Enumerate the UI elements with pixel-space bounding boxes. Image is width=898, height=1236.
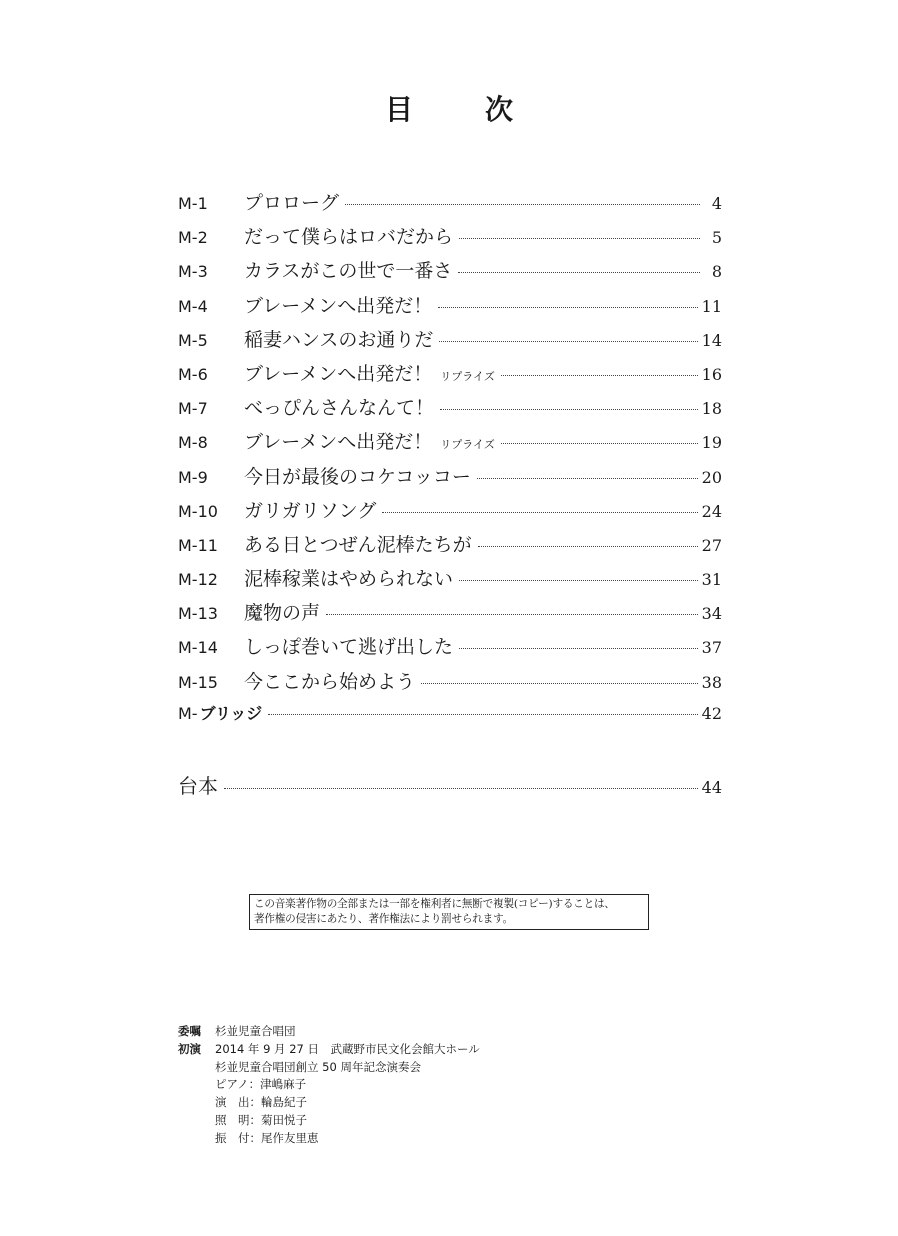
toc-title: しっぽ巻いて逃げ出した — [244, 636, 454, 659]
leader-dots — [382, 512, 697, 513]
toc-number: M-2 — [178, 228, 208, 248]
toc-title: ブレーメンへ出発だ！ リプライズ — [244, 431, 495, 454]
toc-number: M-9 — [178, 467, 208, 487]
copyright-notice — [249, 894, 649, 930]
toc-entry[interactable] — [178, 222, 722, 256]
toc-page: 16 — [701, 364, 722, 384]
toc-entry[interactable] — [178, 393, 722, 427]
leader-dots — [478, 546, 698, 547]
table-of-contents — [178, 188, 722, 735]
toc-number: M-7 — [178, 399, 208, 419]
leader-dots — [459, 648, 698, 649]
premiere-event: 杉並児童合唱団創立 50 周年記念演奏会 — [215, 1059, 421, 1074]
toc-page: 38 — [701, 672, 722, 692]
leader-dots — [268, 714, 697, 715]
premiere-line — [178, 1041, 480, 1059]
toc-number: M-3 — [178, 262, 208, 282]
toc-number: M-1 — [178, 194, 208, 213]
toc-page: 18 — [701, 399, 722, 419]
toc-page: 4 — [711, 194, 722, 213]
toc-page: 20 — [701, 467, 722, 487]
leader-dots — [459, 580, 698, 581]
credits — [178, 1023, 480, 1148]
page-title: 目 次 — [384, 93, 535, 126]
toc-title: べっぴんさんなんて！ — [244, 397, 435, 420]
toc-number: M-14 — [178, 638, 218, 658]
premiere-label: 初演 — [178, 1041, 201, 1056]
toc-title: ブリッジ — [199, 703, 263, 723]
leader-dots — [501, 375, 698, 376]
toc-title: ブレーメンへ出発だ！ — [244, 294, 433, 317]
leader-dots — [224, 788, 698, 789]
toc-entry[interactable] — [178, 325, 722, 359]
notice-line: 著作権の侵害にあたり、著作権法により罰せられます。 — [254, 913, 513, 925]
toc-number: M-12 — [178, 570, 218, 590]
toc-entry-script[interactable] — [178, 770, 722, 799]
toc-page: 5 — [711, 228, 722, 248]
toc-entry[interactable] — [178, 496, 722, 530]
toc-entry[interactable] — [178, 564, 722, 598]
toc-page: 11 — [701, 296, 722, 316]
toc-entry[interactable] — [178, 291, 722, 325]
toc-page: 19 — [701, 433, 722, 453]
leader-dots — [326, 614, 698, 615]
toc-number: M-4 — [178, 296, 208, 316]
leader-dots — [440, 409, 698, 410]
toc-title: プロローグ — [244, 192, 340, 214]
leader-dots — [421, 683, 698, 684]
leader-dots — [477, 478, 698, 479]
toc-title: ブレーメンへ出発だ！ リプライズ — [244, 362, 495, 385]
toc-page: 24 — [701, 501, 722, 521]
toc-title: ある日とつぜん泥棒たちが — [244, 533, 472, 556]
leader-dots — [439, 341, 697, 342]
toc-subtitle: リプライズ — [440, 369, 495, 383]
toc-page: 27 — [701, 535, 722, 555]
toc-page: 8 — [711, 262, 722, 282]
toc-number: M-10 — [178, 501, 218, 521]
toc-title: 台本 — [178, 774, 218, 798]
toc-page: 37 — [701, 638, 722, 658]
staff-choreography: 振 付：尾作友里恵 — [215, 1130, 319, 1145]
toc-entry[interactable] — [178, 427, 722, 461]
toc-number: M-11 — [178, 535, 218, 555]
premiere-value: 2014 年 9 月 27 日 武蔵野市民文化会館大ホール — [215, 1041, 480, 1056]
commission-value: 杉並児童合唱団 — [215, 1024, 296, 1038]
toc-number: M-6 — [178, 364, 208, 384]
toc-title: 今日が最後のコケコッコー — [244, 465, 471, 488]
toc-number: M- — [178, 703, 198, 723]
leader-dots — [459, 238, 700, 239]
toc-entry[interactable] — [178, 359, 722, 393]
toc-page: 42 — [701, 703, 722, 723]
toc-title: 今ここから始めよう — [244, 670, 416, 693]
toc-title: 魔物の声 — [244, 602, 321, 625]
toc-title: だって僕らはロバだから — [244, 226, 454, 249]
toc-entry[interactable] — [178, 632, 722, 666]
toc-number: M-15 — [178, 672, 218, 692]
toc-number: M-13 — [178, 604, 218, 624]
toc-title: 泥棒稼業はやめられない — [244, 568, 454, 591]
toc-subtitle: リプライズ — [440, 438, 495, 452]
leader-dots — [438, 307, 697, 308]
toc-number: M-5 — [178, 330, 208, 350]
toc-title: カラスがこの世で一番さ — [244, 260, 453, 283]
toc-entry[interactable] — [178, 530, 722, 564]
toc-entry[interactable] — [178, 598, 722, 632]
leader-dots — [345, 204, 700, 205]
toc-page: 34 — [701, 604, 722, 624]
staff-director: 演 出：輪島紀子 — [215, 1095, 307, 1110]
toc-title: 稲妻ハンスのお通りだ — [244, 328, 434, 351]
notice-line: この音楽著作物の全部または一部を権利者に無断で複製(コピー)することは、 — [254, 898, 615, 910]
toc-entry[interactable] — [178, 462, 722, 496]
toc-entry[interactable] — [178, 256, 722, 290]
staff-piano: ピアノ：津嶋麻子 — [215, 1077, 307, 1092]
toc-entry-bridge[interactable] — [178, 701, 722, 735]
leader-dots — [501, 443, 698, 444]
toc-page: 14 — [701, 330, 722, 350]
toc-entry[interactable] — [178, 667, 722, 701]
staff-lighting: 照 明：菊田悦子 — [215, 1112, 307, 1127]
toc-page: 44 — [701, 778, 722, 797]
commission-label: 委嘱 — [178, 1024, 201, 1038]
commission-line — [178, 1023, 480, 1041]
toc-number: M-8 — [178, 433, 208, 453]
toc-title: ガリガリソング — [244, 499, 377, 522]
toc-page: 31 — [701, 570, 722, 590]
toc-entry[interactable] — [178, 188, 722, 222]
leader-dots — [458, 272, 700, 273]
